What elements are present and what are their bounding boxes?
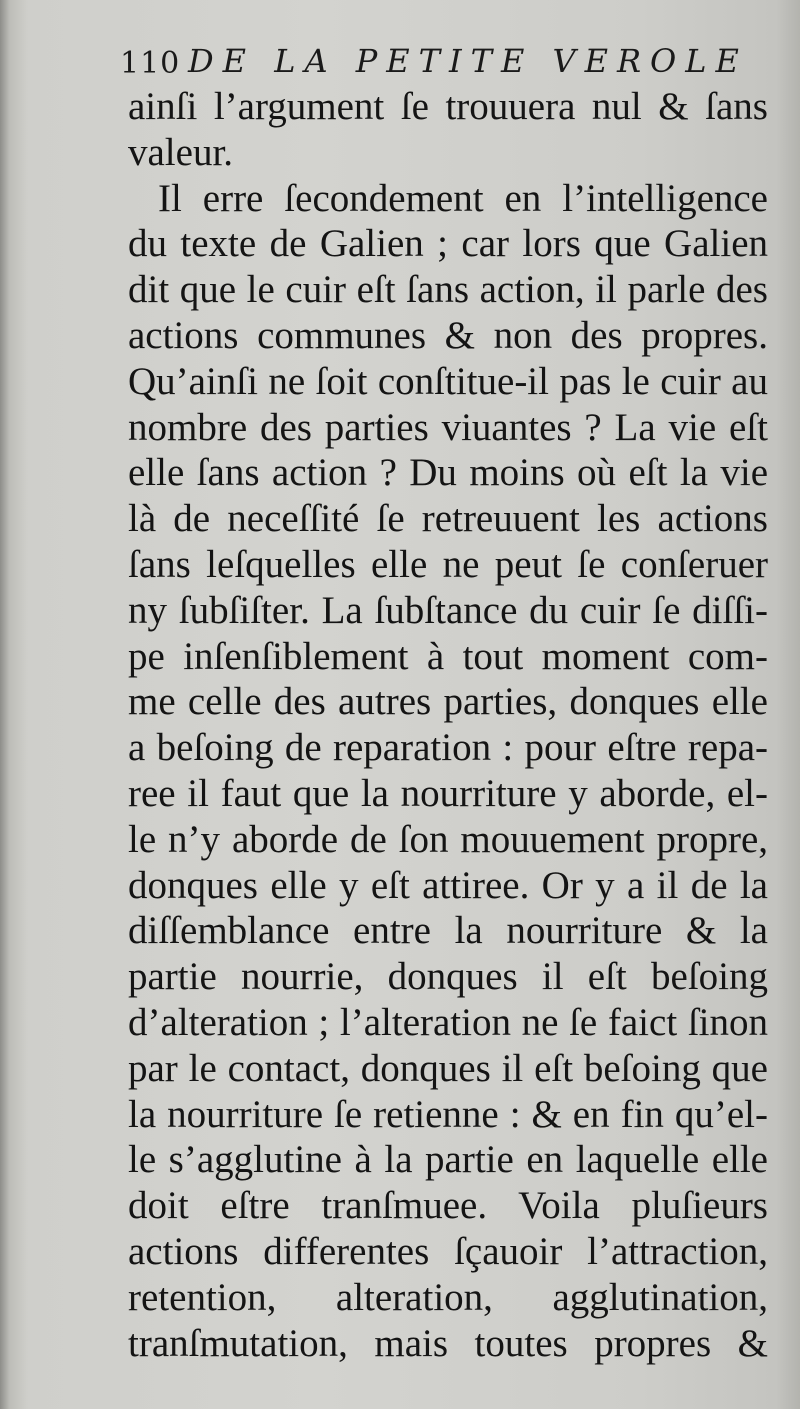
text-line: du texte de Galien ; car lors que Galien bbox=[128, 222, 768, 266]
text-line: ainſi l’argument ſe trouuera nul & ſans bbox=[128, 85, 768, 128]
text-line: retention, alteration, agglutination, bbox=[128, 1275, 768, 1319]
text-line: actions differentes ſçauoir l’attraction, bbox=[128, 1229, 768, 1273]
text-line: doit eſtre tranſmuee. Voila pluſieurs bbox=[128, 1184, 768, 1228]
text-line: actions communes & non des propres. bbox=[128, 313, 768, 357]
text-line: la nourriture ſe retienne : & en fin qu’el- bbox=[128, 1092, 768, 1136]
text-line: ſans leſquelles elle ne peut ſe conſeruer bbox=[128, 542, 768, 586]
running-title: DE LA PETITE VEROLE bbox=[188, 42, 748, 80]
text-line: par le contact, donques il eſt beſoing que bbox=[128, 1046, 768, 1090]
text-line: donques elle y eſt attiree. Or y a il de la bbox=[128, 863, 768, 907]
text-line: tranſmutation, mais toutes propres & bbox=[128, 1321, 768, 1365]
text-line: elle ſans action ? Du moins où eſt la vie bbox=[128, 451, 768, 495]
text-line: me celle des autres parties, donques elle bbox=[128, 680, 768, 724]
text-line: ree il faut que la nourriture y aborde, el- bbox=[128, 771, 768, 815]
page-header bbox=[120, 40, 780, 90]
text-line: dit que le cuir eſt ſans action, il parle des bbox=[128, 268, 768, 312]
text-line: diſſemblance entre la nourriture & la bbox=[128, 909, 768, 953]
text-line: a beſoing de reparation : pour eſtre repa- bbox=[128, 726, 768, 770]
text-line: nombre des parties viuantes ? La vie eſt bbox=[128, 405, 768, 449]
text-line: valeur. bbox=[128, 130, 234, 174]
text-line: le n’y aborde de ſon mouuement propre, bbox=[128, 817, 768, 861]
text-line: partie nourrie, donques il eſt beſoing bbox=[128, 955, 768, 999]
text-line: Il erre ſecondement en l’intelligence bbox=[158, 176, 768, 220]
text-line: là de neceſſité ſe retreuuent les actions bbox=[128, 497, 768, 541]
body-text bbox=[128, 84, 768, 1366]
text-line: ny ſubſiſter. La ſubſtance du cuir ſe diſſi- bbox=[128, 588, 768, 632]
text-line: d’alteration ; l’alteration ne ſe faict ſinon bbox=[128, 1000, 768, 1044]
text-line: Qu’ainſi ne ſoit conſtitue-il pas le cuir au bbox=[128, 359, 768, 403]
text-line: le s’agglutine à la partie en laquelle elle bbox=[128, 1138, 768, 1182]
page-number: 110 bbox=[120, 46, 181, 81]
text-line: pe inſenſiblement à tout moment com- bbox=[128, 634, 768, 678]
